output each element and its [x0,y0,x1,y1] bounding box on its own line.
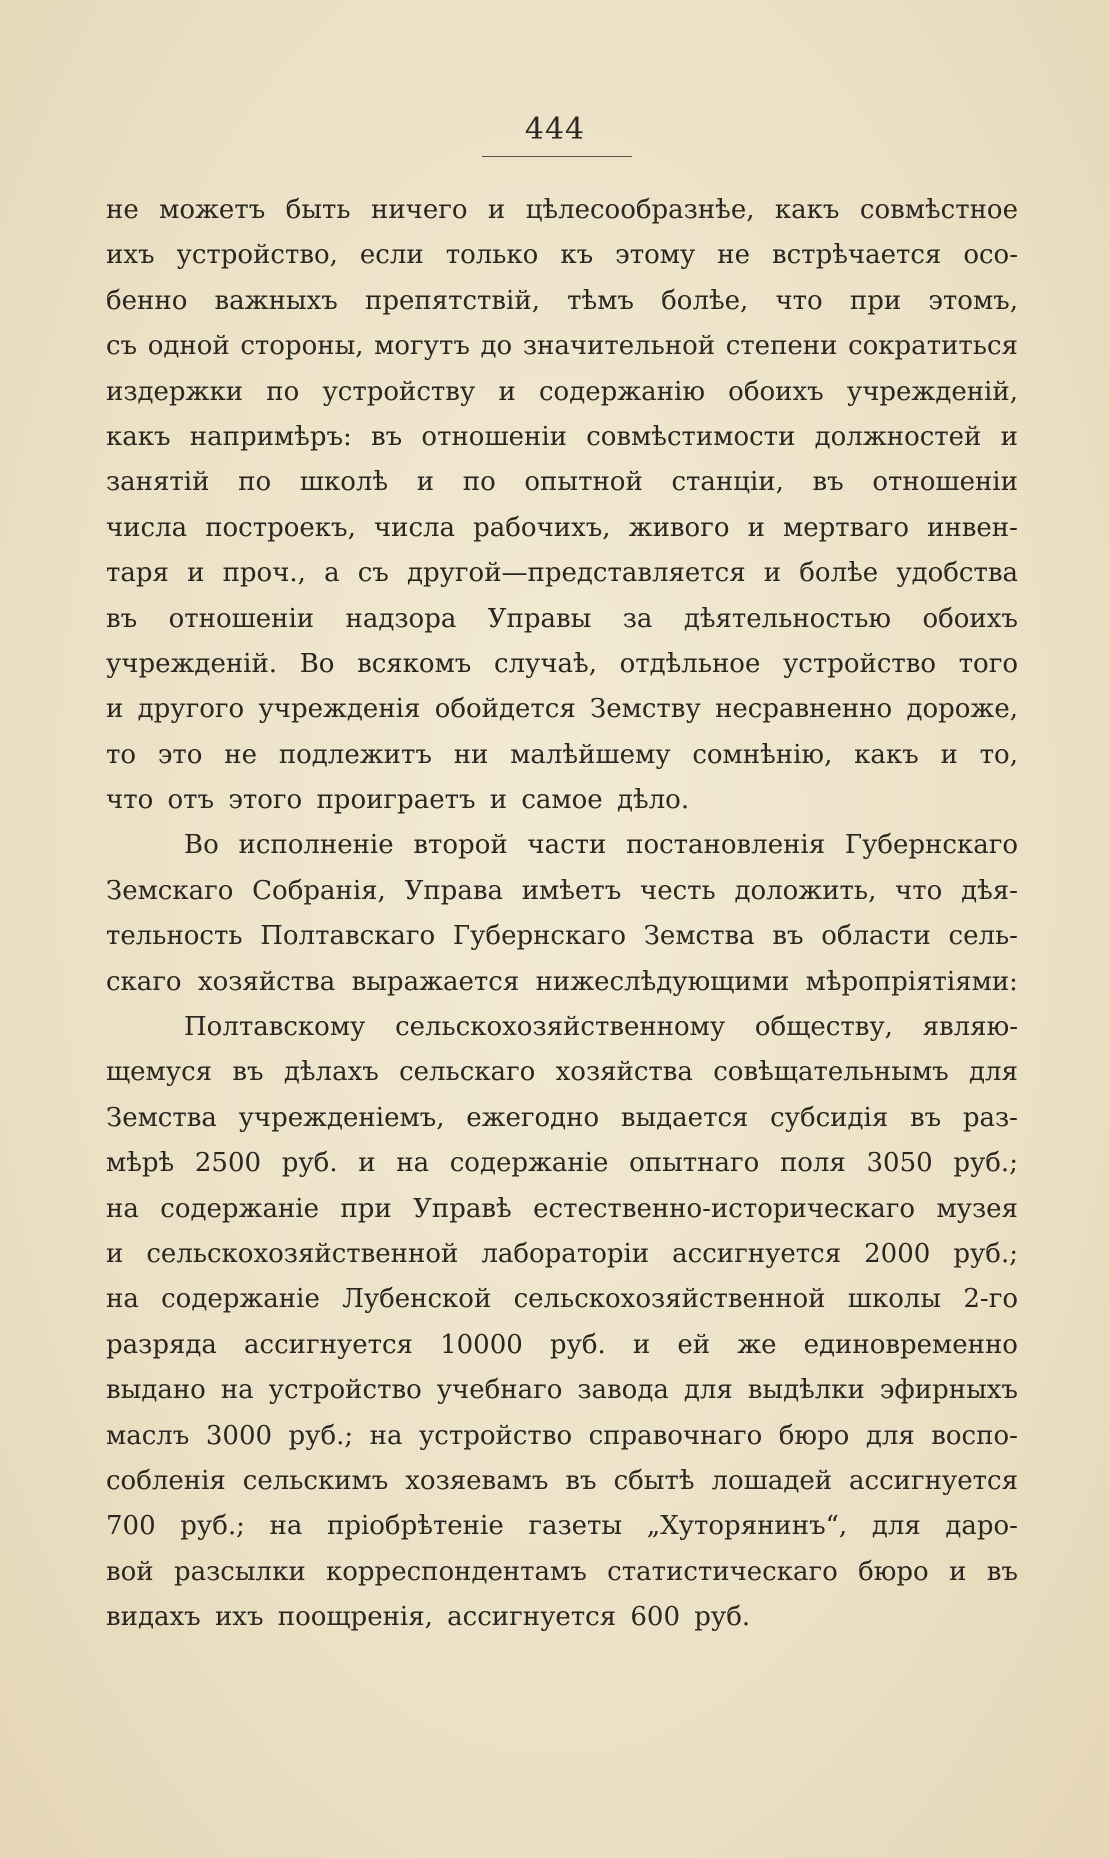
word: и [949,1556,967,1587]
word: по [238,467,272,498]
word: содержанію [539,376,705,407]
word: выражается [351,966,520,997]
word: стороны, [240,331,364,362]
text-line [106,597,1018,642]
word: же [737,1329,777,1360]
word: ихъ [106,240,155,271]
word: области [821,921,931,952]
word: сельскаго [399,1057,536,1088]
word: руб.; [953,1148,1018,1179]
word: всякомъ [357,648,472,679]
word: если [359,240,424,271]
word: 2500 [194,1148,262,1179]
word: ежегодно [466,1102,600,1133]
word: содержаніе [161,1284,320,1315]
word: ни [453,739,489,770]
word: нижеслѣдующими [535,966,790,997]
word: то, [979,739,1018,770]
word: и [940,739,958,770]
word: сельскохозяйственной [146,1238,459,1269]
word: этомъ, [928,285,1018,316]
word: учебнаго [436,1375,563,1406]
word: Во [299,648,335,679]
word: Губернскаго [452,921,627,952]
word: важныхъ [214,285,338,316]
text-line [106,506,1018,551]
word: сократиться [848,331,1018,362]
word: хозяйства [555,1057,693,1088]
word: и [498,376,516,407]
word: болѣе [799,558,879,589]
word: другого [137,694,245,725]
text-line [106,914,1018,959]
word: не [224,739,257,770]
word: мѣропріятіями: [805,966,1018,997]
word: вой [106,1556,154,1587]
text-line [106,733,1018,778]
text-line [106,551,1018,596]
word: Управѣ [413,1193,512,1224]
word: устройство, [176,240,338,271]
word: построекъ, [205,512,356,543]
word: обойдется [434,694,576,725]
word: проч., [222,558,306,589]
word: учрежденія [258,694,421,725]
word: встрѣчается [771,240,942,271]
word: и [747,512,765,543]
word: только [445,240,539,271]
word: обоихъ [728,376,824,407]
word: одной [147,331,230,362]
word: сбытѣ [613,1465,695,1496]
word: дороже, [906,694,1018,725]
word: ассигнуется [849,1465,1018,1496]
word: мертваго [782,512,910,543]
word: что [895,875,943,906]
word: совмѣстное [859,195,1018,225]
word: болѣе, [661,285,749,316]
word: собленія [106,1465,226,1496]
word: отношеніи [168,603,315,634]
word: и [187,558,205,589]
word: сель- [948,921,1018,952]
word: живого [628,512,730,543]
word: ассигнуется [672,1238,842,1269]
word: Собранія, [252,875,386,906]
word: въ [909,1102,942,1133]
word: хозяйства [197,966,336,997]
word: при [849,285,902,316]
word: съ [357,558,389,589]
text-line [106,1368,1018,1413]
word: въ [812,467,844,498]
word: руб.; [953,1238,1018,1269]
word: и [487,195,506,225]
text-line [106,1459,1018,1504]
word: быть [285,195,351,225]
word: Земству [590,694,701,725]
word: обоихъ [922,603,1018,634]
word: 3000 [205,1420,273,1451]
word: надзора [345,603,457,634]
word: а [324,558,340,589]
word: статистическаго [607,1556,838,1587]
word: таря [106,558,169,589]
text-line [106,869,1018,914]
word: раз- [962,1102,1018,1133]
word: 3050 [866,1148,933,1179]
word: можетъ [159,195,266,225]
word: съ [106,331,138,362]
word: Управы [487,603,592,634]
text-line [106,1187,1018,1232]
word: дѣя- [961,875,1018,906]
word: тѣмъ [567,285,634,316]
word: малѣйшему [510,739,671,770]
word: опытной [524,467,643,498]
word: не [106,195,139,225]
word: то [106,739,137,770]
word: издержки [106,376,244,407]
word: и [358,1148,376,1179]
word: имѣетъ [521,875,622,906]
word: честь [640,875,716,906]
word: напримѣръ: [189,421,352,452]
word: Земства [106,1102,217,1133]
word: естественно-историческаго [533,1193,916,1224]
word: для [969,1057,1018,1088]
word: на [220,1375,254,1406]
word: какъ [854,739,919,770]
word: какъ [774,195,840,225]
word: устройству [322,376,476,407]
text-line [106,1550,1018,1595]
word: бюро [858,1556,929,1587]
word: лошадей [711,1465,833,1496]
word: выдается [620,1102,749,1133]
word: опытнаго [629,1148,760,1179]
word: учрежденій, [846,376,1018,407]
word: занятій [106,467,210,498]
text-line [106,1096,1018,1141]
word: для [683,1375,733,1406]
word: части [527,830,607,861]
word: другой—представляется [406,558,746,589]
word: на [396,1148,430,1179]
word: второй [413,830,508,861]
word: выдано [106,1375,206,1406]
word: рабочихъ, [473,512,611,543]
word: какъ [106,421,171,452]
word: щемуся [106,1057,213,1088]
body-text [106,188,1018,1641]
word: „Хуторянинъ“, [646,1511,848,1542]
word: въ [371,421,403,452]
word: для [871,1511,921,1542]
word: газеты [528,1511,623,1542]
word: бюро [778,1420,850,1451]
word: разряда [106,1329,217,1360]
word: по [462,467,496,498]
word: на [106,1284,139,1315]
word: выдѣлки [747,1375,865,1406]
page-number: 444 [524,112,586,147]
text-line [106,415,1018,460]
text-line [106,233,1018,278]
text-line [106,1414,1018,1459]
word: должностей [814,421,982,452]
word: поля [779,1148,846,1179]
word: совмѣстимости [586,421,796,452]
word: числа [373,512,456,543]
word: того [958,648,1018,679]
text-line [106,960,1018,1005]
word: являю- [922,1012,1018,1043]
word: школѣ [299,467,389,498]
word: маслъ [106,1420,190,1451]
text-line [106,1232,1018,1277]
word: и [106,1238,124,1269]
word: Полтавскаго [260,921,436,952]
word: сельскохозяйственному [395,1012,726,1043]
word: для [865,1420,915,1451]
word: Земскаго [106,875,234,906]
word: ассигнуется [244,1329,413,1360]
word: 2-го [963,1284,1018,1315]
word: отдѣльное [619,648,761,679]
text-line [106,1005,1018,1050]
word: сельскохозяйственной [513,1284,826,1315]
word: препятствій, [365,285,540,316]
page-number-rule [482,156,632,157]
word: на [369,1420,403,1451]
text-line [106,823,1018,868]
word: въ [986,1556,1018,1587]
word: субсидія [770,1102,889,1133]
word: лабораторіи [481,1238,650,1269]
word: въ [106,603,138,634]
word: Лубенской [342,1284,492,1315]
word: учрежденіемъ, [238,1102,445,1133]
word: завода [577,1375,669,1406]
word: за [622,603,653,634]
word: сельскимъ [242,1465,389,1496]
word: къ [560,240,594,271]
word: и [106,694,124,725]
word: воспо- [931,1420,1018,1451]
word: руб.; [288,1420,354,1451]
word: что [775,285,823,316]
word: осо- [963,240,1018,271]
word: случаѣ, [493,648,597,679]
word: Земства [643,921,755,952]
word: не [717,240,750,271]
text-line [106,370,1018,415]
word: руб. [549,1329,606,1360]
text-line [106,687,1018,732]
word: доложить, [734,875,877,906]
word: и [763,558,782,589]
word: значительной [522,331,716,362]
word: удобства [896,558,1018,589]
word: при [340,1193,392,1224]
word: Полтавскому [184,1012,366,1043]
word: эфирныхъ [879,1375,1018,1406]
word: несравненно [715,694,893,725]
word: отношеніи [421,421,567,452]
word: степени [725,331,838,362]
word: подлежитъ [278,739,432,770]
word: станціи, [671,467,784,498]
word: совѣщательнымъ [713,1057,949,1088]
word: и [416,467,435,498]
word: Во [184,830,219,861]
word: разсылки [173,1556,306,1587]
text-line: что отъ этого проиграетъ и самое дѣло. [106,785,690,816]
word: ничего [370,195,468,225]
word: содержаніе [449,1148,609,1179]
word: руб.; [180,1511,245,1542]
word: по [266,376,300,407]
word: 2000 [864,1238,931,1269]
word: содержаніе [160,1193,319,1224]
word: исполненіе [238,830,394,861]
word: цѣлесообразнѣе, [525,195,755,225]
word: скаго [106,966,182,997]
word: это [157,739,203,770]
word: руб. [281,1148,338,1179]
word: могутъ [374,331,470,362]
word: единовременно [803,1329,1018,1360]
word: даро- [945,1511,1018,1542]
word: хозяевамъ [405,1465,549,1496]
text-line [106,1277,1018,1322]
text-line [106,1050,1018,1095]
text-line [106,642,1018,687]
word: мѣрѣ [106,1148,175,1179]
word: музея [936,1193,1018,1224]
word: до [480,331,513,362]
word: устройство [268,1375,422,1406]
word: сомнѣнію, [692,739,833,770]
word: устройство [419,1420,573,1451]
word: дѣятельностью [683,603,892,634]
word: пріобрѣтеніе [326,1511,504,1542]
word: въ [232,1057,264,1088]
word: бенно [106,285,188,316]
text-line [106,1504,1018,1549]
text-line [106,324,1018,369]
word: корреспондентамъ [326,1556,587,1587]
word: 700 [106,1511,156,1542]
word: школы [847,1284,942,1315]
text-line [106,279,1018,324]
word: устройство [782,648,937,679]
word: отношеніи [872,467,1018,498]
word: дѣлахъ [283,1057,379,1088]
word: въ [565,1465,597,1496]
word: на [269,1511,303,1542]
text-line [106,188,1018,233]
word: ей [677,1329,711,1360]
word: постановленія [626,830,826,861]
text-line [106,1323,1018,1368]
word: Управа [404,875,503,906]
word: на [106,1193,139,1224]
word: этому [615,240,696,271]
text-line: видахъ ихъ поощренія, ассигнуется 600 руб. [106,1602,751,1633]
word: справочнаго [588,1420,763,1451]
word: тельность [106,921,243,952]
word: 10000 [440,1329,523,1360]
text-line [106,1141,1018,1186]
word: числа [106,512,188,543]
text-line [106,460,1018,505]
word: Губернскаго [844,830,1018,861]
word: и [1000,421,1018,452]
word: учрежденій. [106,648,278,679]
word: въ [772,921,804,952]
word: обществу, [754,1012,893,1043]
word: инвен- [927,512,1018,543]
word: и [632,1329,651,1360]
